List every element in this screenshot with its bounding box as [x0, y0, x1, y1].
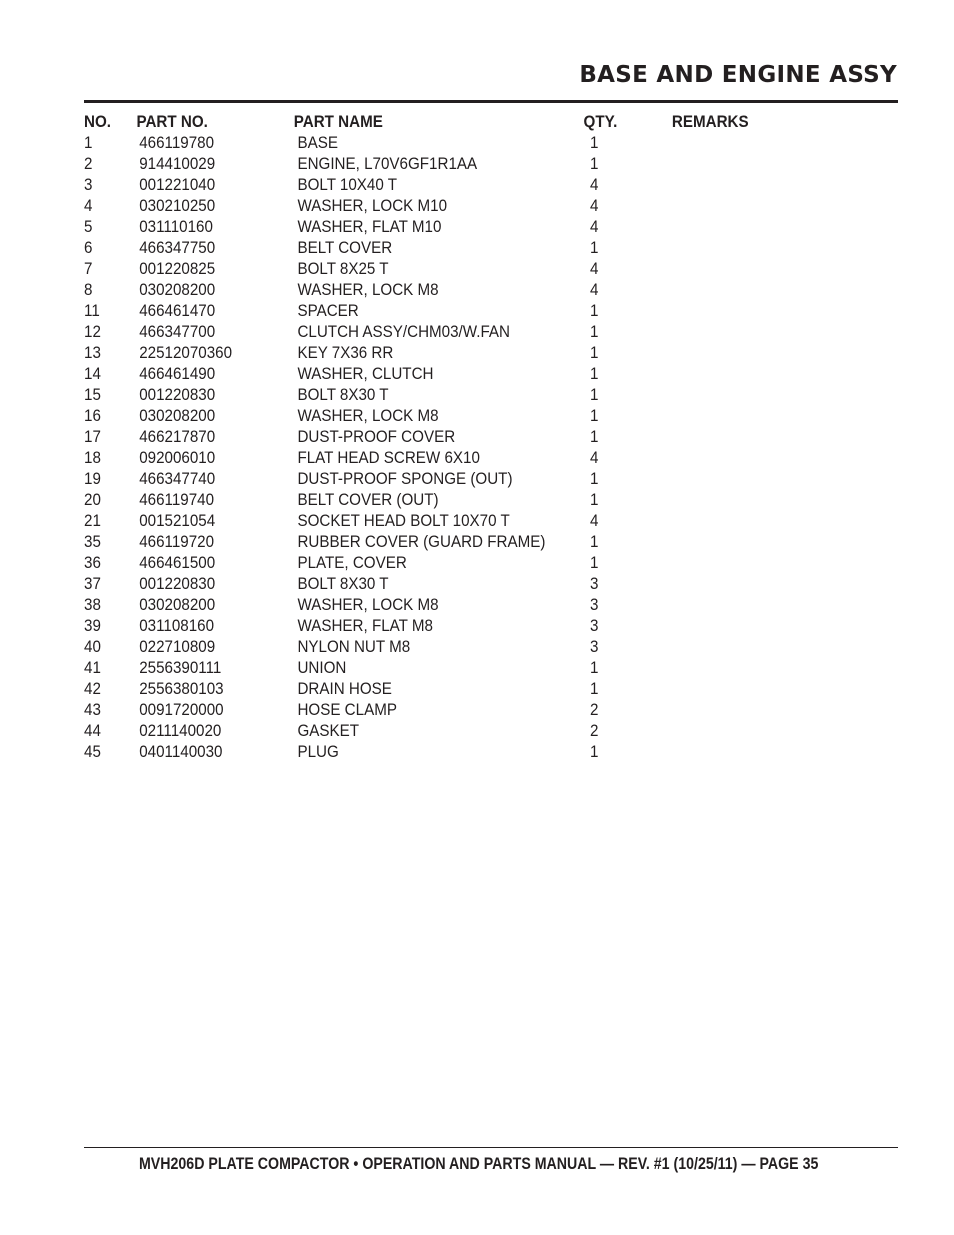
- table-row: [84, 574, 728, 595]
- cell-qty: 1: [590, 428, 599, 446]
- table-row: [84, 700, 728, 721]
- cell-part-name: SOCKET HEAD BOLT 10X70 T: [297, 512, 510, 530]
- cell-part-no: 466347750: [139, 239, 216, 257]
- title-divider: [84, 100, 898, 103]
- cell-qty: 4: [590, 176, 599, 194]
- page-title: BASE AND ENGINE ASSY: [579, 62, 897, 88]
- table-row: [84, 196, 728, 217]
- table-row: [84, 385, 728, 406]
- cell-part-no: 0211140020: [139, 722, 222, 740]
- cell-no: 14: [84, 365, 101, 383]
- cell-part-no: 466119780: [139, 134, 215, 152]
- cell-part-no: 466119720: [139, 533, 215, 551]
- table-row: [84, 364, 728, 385]
- table-row: [84, 490, 728, 511]
- cell-no: 7: [84, 260, 93, 278]
- cell-qty: 2: [590, 722, 599, 740]
- cell-qty: 1: [590, 680, 599, 698]
- cell-qty: 4: [590, 197, 599, 215]
- cell-part-no: 466119740: [139, 491, 215, 509]
- cell-part-no: 914410029: [139, 155, 216, 173]
- table-row: [84, 133, 728, 154]
- header-part-name: PART NAME: [293, 113, 383, 131]
- table-row: [84, 322, 728, 343]
- cell-no: 41: [84, 659, 101, 677]
- cell-part-name: RUBBER COVER (GUARD FRAME): [297, 533, 546, 551]
- cell-qty: 4: [590, 281, 599, 299]
- cell-no: 16: [84, 407, 101, 425]
- cell-qty: 1: [590, 533, 599, 551]
- cell-qty: 1: [590, 344, 599, 362]
- table-row: [84, 406, 728, 427]
- cell-no: 15: [84, 386, 101, 404]
- header-no: NO.: [84, 113, 111, 131]
- cell-part-no: 031108160: [139, 617, 215, 635]
- cell-part-no: 466347700: [139, 323, 216, 341]
- table-row: [84, 637, 728, 658]
- cell-part-no: 030208200: [139, 407, 216, 425]
- cell-part-no: 022710809: [139, 638, 216, 656]
- cell-part-no: 092006010: [139, 449, 216, 467]
- cell-no: 40: [84, 638, 101, 656]
- cell-part-name: DUST-PROOF COVER: [297, 428, 456, 446]
- table-row: [84, 595, 728, 616]
- cell-qty: 1: [590, 743, 599, 761]
- cell-qty: 4: [590, 260, 599, 278]
- cell-no: 8: [84, 281, 93, 299]
- cell-no: 21: [84, 512, 101, 530]
- cell-no: 17: [84, 428, 101, 446]
- table-header-row: [84, 112, 749, 133]
- cell-qty: 3: [590, 596, 599, 614]
- cell-part-name: WASHER, LOCK M10: [297, 197, 448, 215]
- cell-part-name: BELT COVER: [297, 239, 393, 257]
- cell-part-no: 0401140030: [139, 743, 223, 761]
- cell-no: 38: [84, 596, 101, 614]
- cell-no: 4: [84, 197, 93, 215]
- cell-qty: 1: [590, 491, 599, 509]
- cell-part-name: BELT COVER (OUT): [297, 491, 439, 509]
- cell-part-name: WASHER, LOCK M8: [297, 407, 439, 425]
- cell-part-no: 2556380103: [139, 680, 224, 698]
- cell-no: 45: [84, 743, 101, 761]
- table-row: [84, 427, 728, 448]
- cell-qty: 4: [590, 512, 599, 530]
- cell-part-no: 2556390111: [139, 659, 222, 677]
- cell-part-name: BASE: [297, 134, 338, 152]
- cell-part-no: 22512070360: [139, 344, 233, 362]
- table-row: [84, 217, 728, 238]
- cell-part-name: WASHER, FLAT M8: [297, 617, 433, 635]
- cell-part-name: DUST-PROOF SPONGE (OUT): [297, 470, 513, 488]
- page-footer: MVH206D PLATE COMPACTOR • OPERATION AND PARTS MANUAL — REV. #1 (10/25/11) — PAGE 35: [138, 1155, 819, 1173]
- table-row: [84, 658, 728, 679]
- cell-part-no: 0091720000: [139, 701, 224, 719]
- cell-part-name: PLATE, COVER: [297, 554, 407, 572]
- cell-part-no: 001220830: [139, 386, 216, 404]
- cell-part-name: KEY 7X36 RR: [297, 344, 394, 362]
- cell-part-name: GASKET: [297, 722, 360, 740]
- table-row: [84, 532, 728, 553]
- footer-divider: [84, 1147, 898, 1148]
- cell-no: 37: [84, 575, 101, 593]
- cell-qty: 1: [590, 239, 599, 257]
- cell-part-name: WASHER, FLAT M10: [297, 218, 442, 236]
- cell-qty: 4: [590, 449, 599, 467]
- cell-qty: 1: [590, 554, 599, 572]
- table-row: [84, 616, 728, 637]
- cell-qty: 3: [590, 638, 599, 656]
- table-row: [84, 721, 728, 742]
- cell-part-name: BOLT 8X30 T: [297, 575, 389, 593]
- cell-no: 43: [84, 701, 101, 719]
- table-row: [84, 301, 728, 322]
- cell-qty: 1: [590, 155, 599, 173]
- table-row: [84, 679, 728, 700]
- table-row: [84, 154, 728, 175]
- cell-part-name: HOSE CLAMP: [297, 701, 397, 719]
- cell-part-no: 001221040: [139, 176, 216, 194]
- table-row: [84, 280, 728, 301]
- cell-no: 42: [84, 680, 101, 698]
- table-row: [84, 175, 728, 196]
- cell-part-no: 466217870: [139, 428, 216, 446]
- cell-qty: 1: [590, 659, 599, 677]
- cell-no: 1: [84, 134, 93, 152]
- cell-part-no: 466461490: [139, 365, 216, 383]
- cell-qty: 3: [590, 617, 599, 635]
- cell-part-no: 031110160: [139, 218, 213, 236]
- table-row: [84, 259, 728, 280]
- cell-part-name: WASHER, LOCK M8: [297, 281, 439, 299]
- parts-table: [84, 112, 784, 763]
- cell-part-name: WASHER, CLUTCH: [297, 365, 434, 383]
- cell-part-no: 030210250: [139, 197, 216, 215]
- cell-part-name: BOLT 8X25 T: [297, 260, 389, 278]
- cell-qty: 1: [590, 365, 599, 383]
- cell-part-name: SPACER: [297, 302, 359, 320]
- cell-qty: 1: [590, 470, 599, 488]
- cell-no: 5: [84, 218, 93, 236]
- table-row: [84, 238, 728, 259]
- cell-no: 44: [84, 722, 101, 740]
- cell-no: 13: [84, 344, 101, 362]
- cell-qty: 1: [590, 386, 599, 404]
- cell-no: 39: [84, 617, 101, 635]
- header-part-no: PART NO.: [136, 113, 208, 131]
- cell-part-no: 466347740: [139, 470, 216, 488]
- cell-part-name: CLUTCH ASSY/CHM03/W.FAN: [297, 323, 511, 341]
- cell-no: 2: [84, 155, 93, 173]
- cell-qty: 1: [590, 134, 599, 152]
- cell-qty: 1: [590, 323, 599, 341]
- cell-no: 35: [84, 533, 101, 551]
- cell-no: 6: [84, 239, 93, 257]
- cell-qty: 2: [590, 701, 599, 719]
- table-row: [84, 511, 728, 532]
- cell-part-name: NYLON NUT M8: [297, 638, 411, 656]
- cell-qty: 1: [590, 302, 599, 320]
- table-row: [84, 343, 728, 364]
- cell-part-name: FLAT HEAD SCREW 6X10: [297, 449, 480, 467]
- cell-no: 19: [84, 470, 101, 488]
- cell-qty: 1: [590, 407, 599, 425]
- cell-part-no: 030208200: [139, 281, 216, 299]
- cell-no: 12: [84, 323, 101, 341]
- cell-part-no: 001220830: [139, 575, 216, 593]
- cell-part-no: 001521054: [139, 512, 216, 530]
- table-row: [84, 469, 728, 490]
- cell-part-name: DRAIN HOSE: [297, 680, 392, 698]
- table-row: [84, 553, 728, 574]
- cell-part-name: ENGINE, L70V6GF1R1AA: [297, 155, 478, 173]
- cell-no: 20: [84, 491, 101, 509]
- cell-part-name: BOLT 10X40 T: [297, 176, 398, 194]
- cell-part-no: 466461470: [139, 302, 216, 320]
- cell-no: 18: [84, 449, 101, 467]
- cell-no: 36: [84, 554, 101, 572]
- cell-no: 11: [84, 302, 100, 320]
- cell-part-no: 001220825: [139, 260, 216, 278]
- cell-part-no: 030208200: [139, 596, 216, 614]
- cell-qty: 4: [590, 218, 599, 236]
- header-remarks: REMARKS: [671, 113, 749, 131]
- cell-part-name: BOLT 8X30 T: [297, 386, 389, 404]
- cell-part-no: 466461500: [139, 554, 216, 572]
- table-body: [84, 133, 784, 763]
- table-row: [84, 742, 728, 763]
- cell-part-name: WASHER, LOCK M8: [297, 596, 439, 614]
- table-row: [84, 448, 728, 469]
- cell-part-name: PLUG: [297, 743, 339, 761]
- header-qty: QTY.: [583, 113, 618, 131]
- cell-qty: 3: [590, 575, 599, 593]
- cell-part-name: UNION: [297, 659, 347, 677]
- cell-no: 3: [84, 176, 93, 194]
